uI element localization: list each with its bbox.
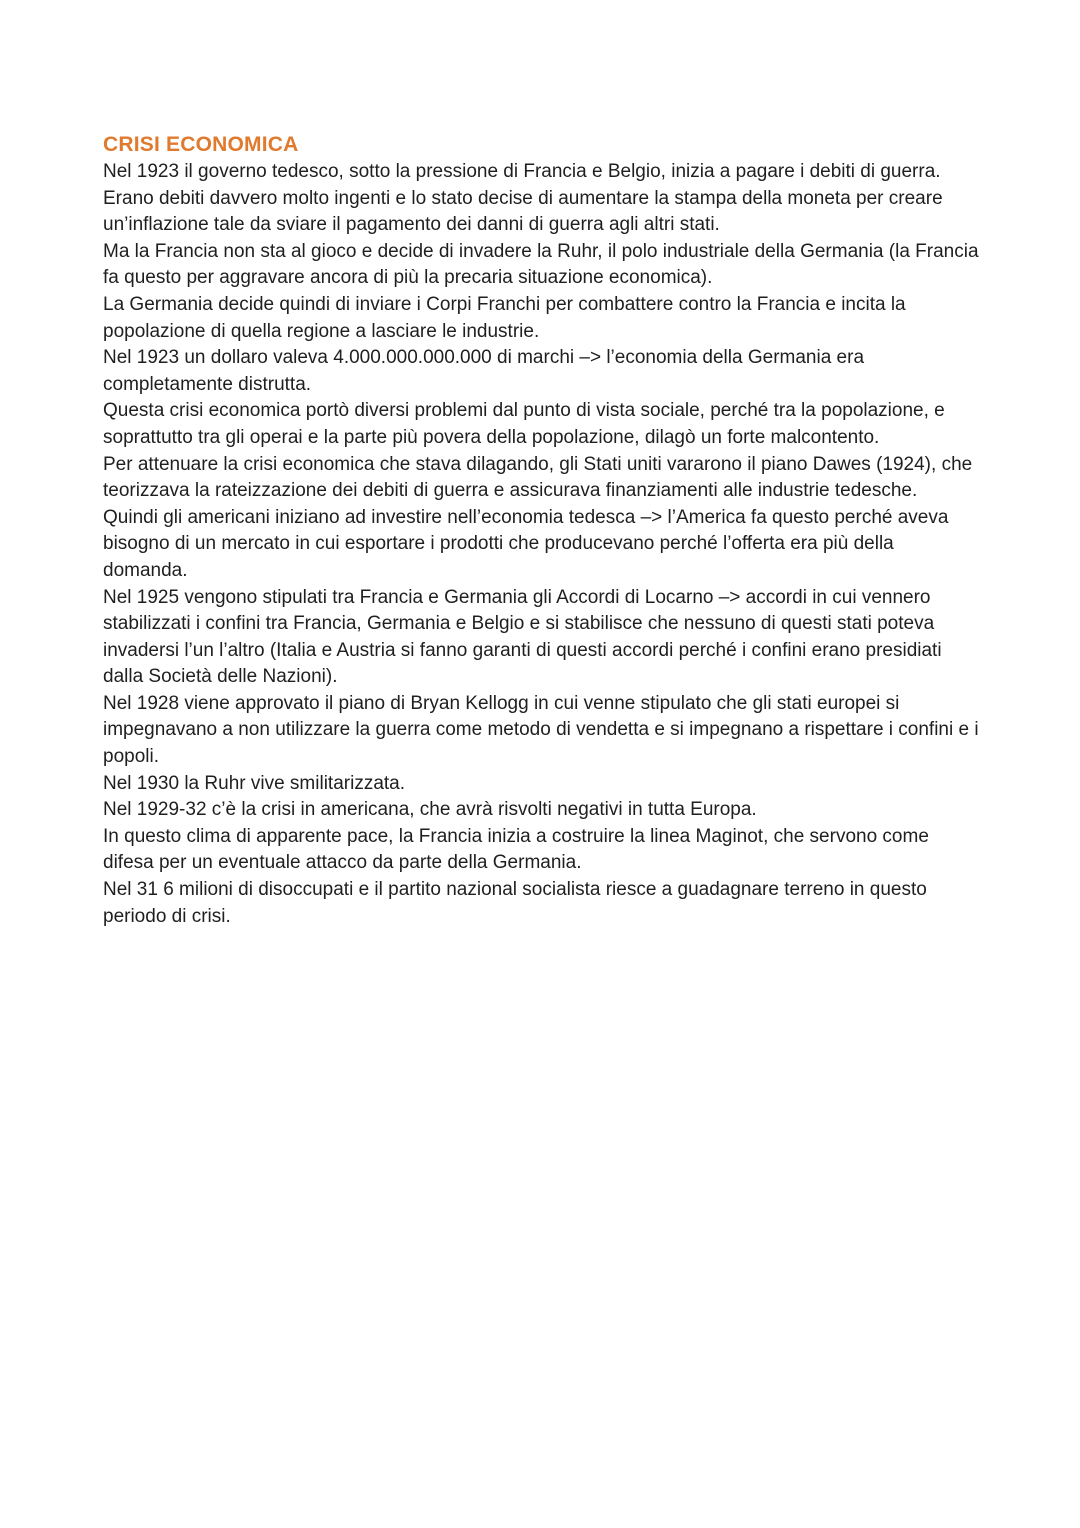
paragraph-locarno: Nel 1925 vengono stipulati tra Francia e Germania gli Accordi di Locarno –> accordi in cui vennero stabilizzati i confini tra Francia, Germania e Belgio e si stabilisce che nessuno di questi stati poteva invadersi l’un l’altro (Italia e Austria si fanno garanti di questi accordi perché i confini erano presidiati dalla Società delle Nazioni). [103,586,942,688]
paragraph-crisis-1929: Nel 1929-32 c’è la crisi in americana, che avrà risvolti negativi in tutta Europa. [103,799,757,821]
paragraph-american-investment: Quindi gli americani iniziano ad investire nell’economia tedesca –> l’America fa questo perché aveva bisogno di un mercato in cui esportare i prodotti che producevano perché l’offerta era più della domanda. [103,506,949,581]
paragraph-ruhr-demilitarized: Nel 1930 la Ruhr vive smilitarizzata. [103,772,406,794]
paragraph-maginot: In questo clima di apparente pace, la Francia inizia a costruire la linea Maginot, che servono come difesa per un eventuale attacco da parte della Germania. [103,825,929,874]
paragraph-dawes-plan: Per attenuare la crisi economica che stava dilagando, gli Stati uniti vararono il piano Dawes (1924), che teorizzava la rateizzazione dei debiti di guerra e assicurava finanziamenti alle industrie tedesche. [103,453,973,502]
paragraph-ruhr-invasion: Ma la Francia non sta al gioco e decide di invadere la Ruhr, il polo industriale della Germania (la Francia fa questo per aggravare ancora di più la precaria situazione economica). [103,240,979,289]
section-heading: CRISI ECONOMICA [103,133,299,156]
paragraph-corpi-franchi: La Germania decide quindi di inviare i Corpi Franchi per combattere contro la Francia e incita la popolazione di quella regione a lasciare le industrie. [103,293,906,342]
paragraph-social-problems: Questa crisi economica portò diversi problemi dal punto di vista sociale, perché tra la popolazione, e soprattutto tra gli operai e la parte più povera della popolazione, dilagò un forte malcontento. [103,400,945,448]
document-body [103,131,983,930]
paragraph-inflation: Nel 1923 un dollaro valeva 4.000.000.000.000 di marchi –> l’economia della Germania era completamente distrutta. [103,347,865,395]
paragraph-kellogg: Nel 1928 viene approvato il piano di Bryan Kellogg in cui venne stipulato che gli stati europei si impegnavano a non utilizzare la guerra come metodo di vendetta e si impegnano a rispettare i confini e i popoli. [103,692,979,768]
paragraph-reparations: Nel 1923 il governo tedesco, sotto la pressione di Francia e Belgio, inizia a pagare i debiti di guerra. Erano debiti davvero molto ingenti e lo stato decise di aumentare la stampa della moneta per creare un’inflazione tale da sviare il pagamento dei danni di guerra agli altri stati. [103,161,943,236]
paragraph-unemployment: Nel 31 6 milioni di disoccupati e il partito nazional socialista riesce a guadagnare terreno in questo periodo di crisi. [103,879,927,927]
